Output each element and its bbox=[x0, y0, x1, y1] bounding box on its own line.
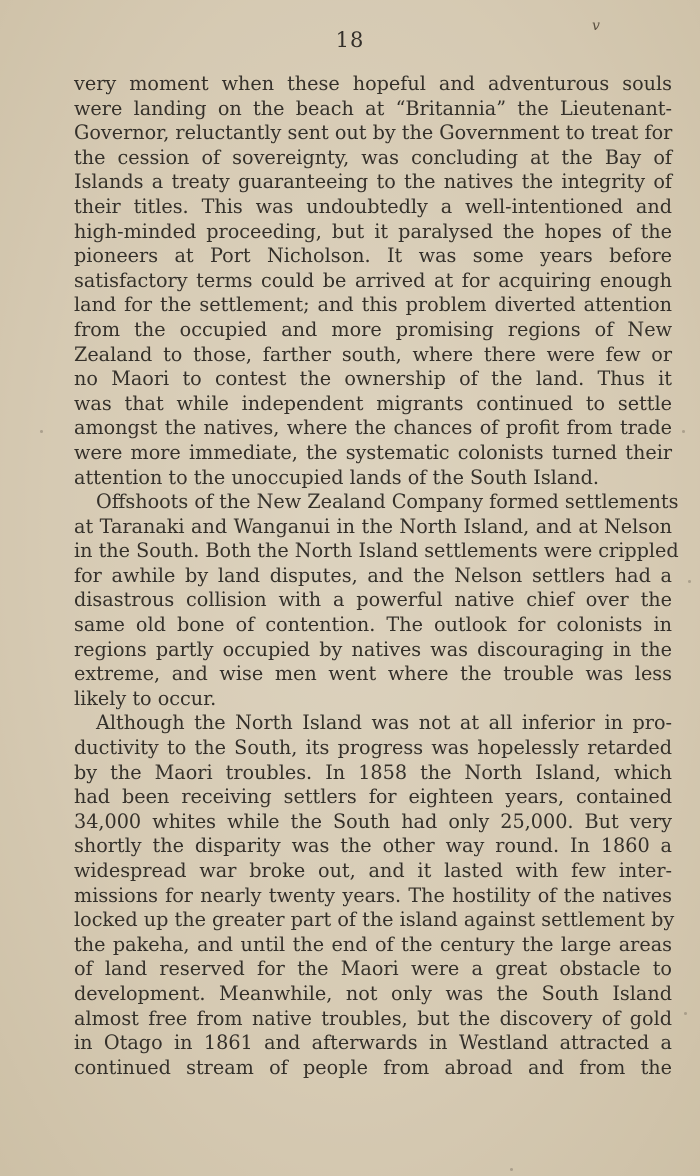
text-line: very moment when these hopeful and adventurous souls bbox=[74, 72, 672, 95]
text-line: for awhile by land disputes, and the Nelson settlers had a bbox=[74, 563, 672, 587]
text-line: amongst the natives, where the chances of profit from trade bbox=[74, 416, 672, 440]
page-number: 18 bbox=[335, 28, 365, 52]
text-line: had been receiving settlers for eighteen years, contained bbox=[74, 785, 672, 809]
text-line: disastrous collision with a powerful native chief over the bbox=[74, 588, 672, 612]
text-line: in the South. Both the North Island settlements were crippled bbox=[74, 539, 679, 563]
text-line: Islands a treaty guaranteeing to the natives the integrity of bbox=[74, 170, 672, 194]
text-line: were landing on the beach at “Britannia” the Lieutenant- bbox=[74, 96, 672, 120]
text-line: of land reserved for the Maori were a great obstacle to bbox=[74, 957, 672, 981]
text-line: continued stream of people from abroad and from the bbox=[74, 1055, 672, 1079]
text-line: pioneers at Port Nicholson. It was some years before bbox=[74, 244, 672, 268]
text-line: at Taranaki and Wanganui in the North Island, and at Nelson bbox=[74, 514, 672, 538]
text-line: Governor, reluctantly sent out by the Government to treat for bbox=[74, 121, 673, 145]
text-line: was that while independent migrants continued to settle bbox=[74, 391, 672, 415]
text-line: almost free from native troubles, but the discovery of gold bbox=[74, 1006, 672, 1030]
text-line: regions partly occupied by natives was discouraging in the bbox=[74, 637, 672, 661]
text-line: missions for nearly twenty years. The hostility of the natives bbox=[74, 883, 672, 907]
text-line: ductivity to the South, its progress was hopelessly retarded bbox=[74, 736, 672, 760]
text-line: same old bone of contention. The outlook for colonists in bbox=[74, 613, 672, 637]
text-line: their titles. This was undoubtedly a well-intentioned and bbox=[74, 194, 672, 218]
text-line: locked up the greater part of the island against settlement by bbox=[74, 908, 675, 932]
text-line: shortly the disparity was the other way round. In 1860 a bbox=[74, 834, 672, 858]
paper-speck bbox=[688, 580, 691, 583]
text-line: Although the North Island was not at all inferior in pro- bbox=[96, 711, 672, 735]
paper-speck bbox=[510, 1168, 513, 1171]
text-line: high-minded proceeding, but it paralysed the hopes of the bbox=[74, 219, 672, 243]
paper-speck bbox=[682, 430, 685, 433]
text-line: by the Maori troubles. In 1858 the North Island, which bbox=[74, 760, 672, 784]
body-text bbox=[74, 72, 679, 1080]
text-line: widespread war broke out, and it lasted with few inter- bbox=[74, 859, 672, 882]
text-line: attention to the unoccupied lands of the South Island. bbox=[74, 465, 599, 489]
text-line: Zealand to those, farther south, where there were few or bbox=[74, 342, 672, 366]
text-line: from the occupied and more promising regions of New bbox=[74, 317, 672, 341]
text-line: were more immediate, the systematic colonists turned their bbox=[74, 440, 672, 464]
paper-speck bbox=[684, 1012, 687, 1015]
text-line: 34,000 whites while the South had only 25,000. But very bbox=[74, 809, 672, 833]
text-line: no Maori to contest the ownership of the land. Thus it bbox=[74, 367, 672, 391]
text-line: land for the settlement; and this problem diverted attention bbox=[74, 293, 672, 317]
text-line: satisfactory terms could be arrived at for acquiring enough bbox=[74, 268, 672, 292]
text-line: in Otago in 1861 and afterwards in Westland attracted a bbox=[74, 1031, 672, 1055]
text-line: likely to occur. bbox=[74, 686, 217, 710]
text-line: extreme, and wise men went where the trouble was less bbox=[74, 662, 672, 686]
paper-speck bbox=[40, 430, 43, 433]
corner-mark: v bbox=[592, 18, 600, 34]
text-line: development. Meanwhile, not only was the South Island bbox=[74, 981, 672, 1005]
text-line: the pakeha, and until the end of the century the large areas bbox=[74, 932, 672, 956]
text-line: Offshoots of the New Zealand Company formed settlements bbox=[96, 490, 679, 514]
text-line: the cession of sovereignty, was concluding at the Bay of bbox=[74, 145, 672, 169]
